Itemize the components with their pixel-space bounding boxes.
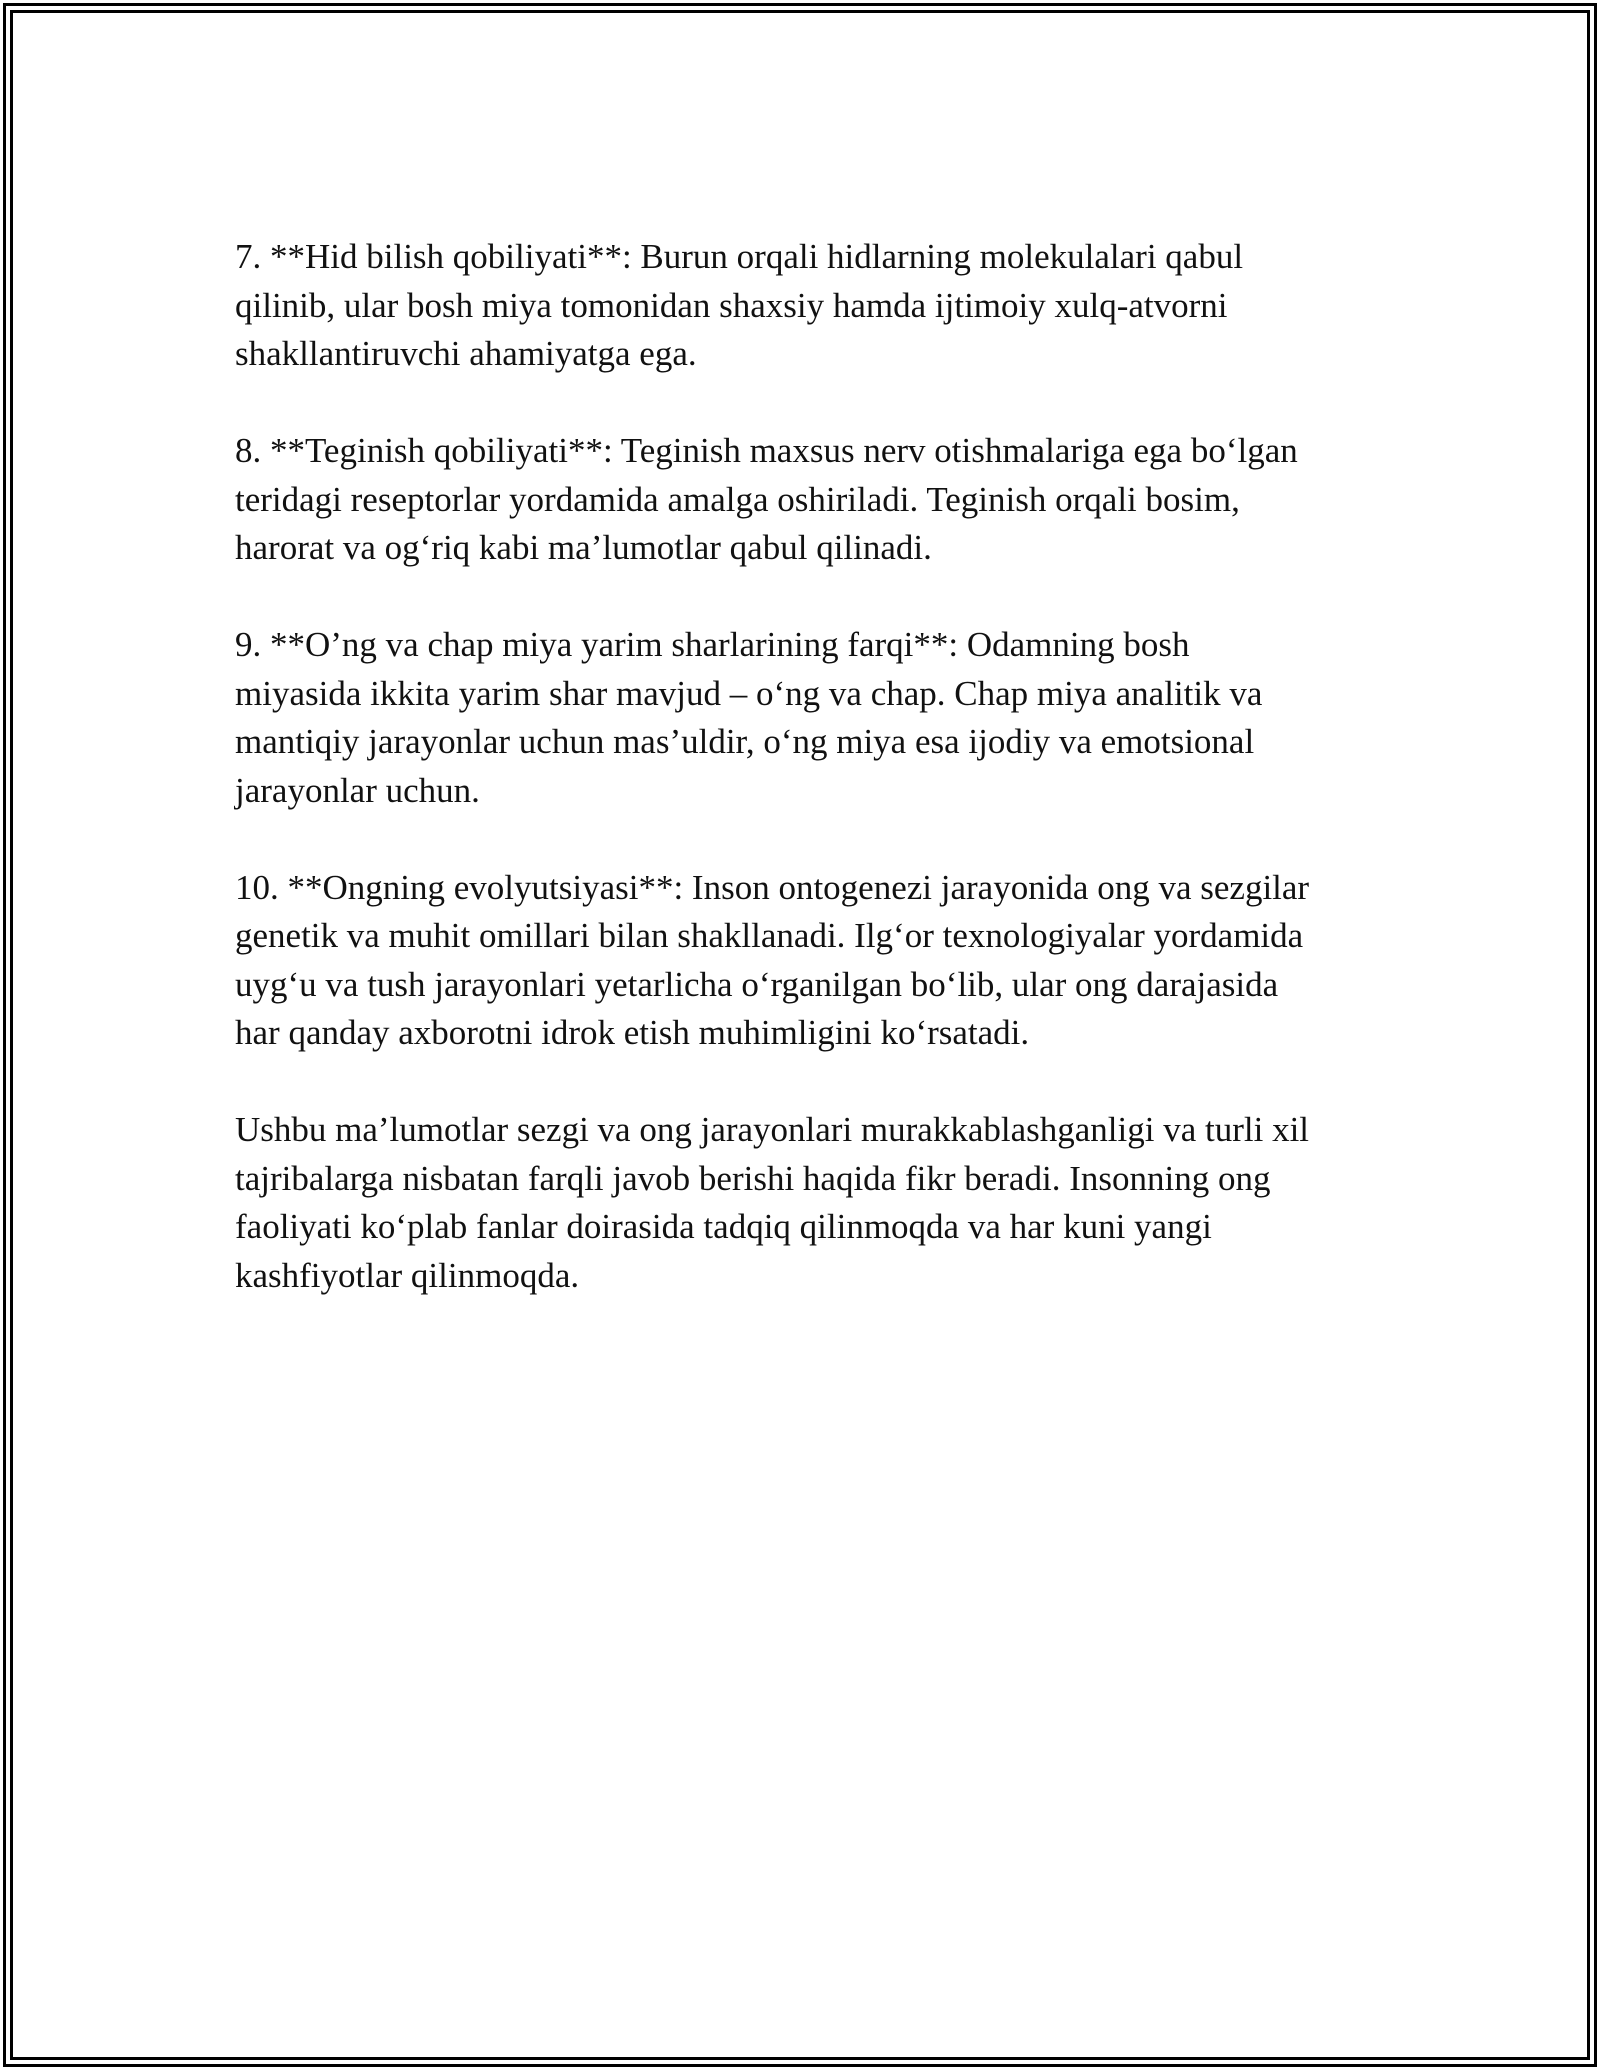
paragraph-line: teridagi reseptorlar yordamida amalga oshiriladi. Teginish orqali bosim, [235, 479, 1240, 519]
paragraph-line: tajribalarga nisbatan farqli javob berishi haqida fikr beradi. Insonning ong [235, 1158, 1271, 1198]
paragraph-line: 7. **Hid bilish qobiliyati**: Burun orqali hidlarning molekulalari qabul [235, 237, 1244, 276]
paragraph-item-10 [235, 864, 1405, 1058]
document-body [235, 233, 1405, 1349]
paragraph-line: 9. **O’ng va chap miya yarim sharlarining farqi**: Odamning bosh [235, 625, 1190, 664]
paragraph-line: har qanday axborotni idrok etish muhimligini ko‘rsatadi. [235, 1013, 1030, 1052]
paragraph-line: miyasida ikkita yarim shar mavjud – o‘ng va chap. Chap miya analitik va [235, 673, 1263, 713]
paragraph-line: uyg‘u va tush jarayonlari yetarlicha o‘rganilgan bo‘lib, ular ong darajasida [235, 964, 1279, 1004]
paragraph-item-9 [235, 621, 1405, 815]
paragraph-conclusion [235, 1106, 1405, 1300]
paragraph-line: 8. **Teginish qobiliyati**: Teginish maxsus nerv otishmalariga ega bo‘lgan [235, 431, 1298, 470]
paragraph-line: genetik va muhit omillari bilan shakllanadi. Ilg‘or texnologiyalar yordamida [235, 916, 1304, 955]
paragraph-line: jarayonlar uchun. [235, 770, 480, 810]
paragraph-item-7 [235, 233, 1405, 379]
paragraph-line: mantiqiy jarayonlar uchun mas’uldir, o‘ng miya esa ijodiy va emotsional [235, 722, 1255, 761]
paragraph-line: harorat va og‘riq kabi ma’lumotlar qabul qilinadi. [235, 528, 932, 567]
paragraph-line: 10. **Ongning evolyutsiyasi**: Inson ontogenezi jarayonida ong va sezgilar [235, 867, 1310, 907]
paragraph-line: shakllantiruvchi ahamiyatga ega. [235, 334, 697, 373]
paragraph-line: qilinib, ular bosh miya tomonidan shaxsiy hamda ijtimoiy xulq-atvorni [235, 285, 1228, 325]
paragraph-line: kashfiyotlar qilinmoqda. [235, 1255, 580, 1295]
paragraph-line: faoliyati ko‘plab fanlar doirasida tadqiq qilinmoqda va har kuni yangi [235, 1207, 1212, 1246]
paragraph-line: Ushbu ma’lumotlar sezgi va ong jarayonlari murakkablashganligi va turli xil [235, 1110, 1310, 1149]
paragraph-item-8 [235, 427, 1405, 573]
